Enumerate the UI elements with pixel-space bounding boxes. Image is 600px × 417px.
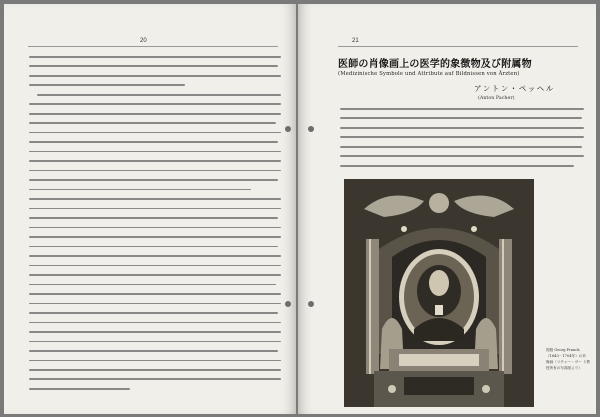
article-subtitle: (Medizinische Symbole und Attribute auf Bildnissen von Ärzten) (338, 71, 520, 77)
caption-line: （1643－1704年）の肖 (546, 354, 586, 358)
page-number-left: 20 (140, 38, 147, 44)
body-text-left (29, 56, 281, 397)
figure-caption (546, 347, 594, 371)
body-text-right (340, 108, 584, 174)
left-page (4, 4, 296, 414)
binding-hole (285, 126, 291, 132)
right-page (298, 4, 596, 414)
page-number-right: 21 (352, 38, 359, 44)
portrait-engraving (344, 179, 534, 407)
caption-line: 像画（リチャー・ヴー ド教 (546, 360, 591, 364)
caption-line: 図版 Georg Franck (546, 348, 580, 352)
header-rule-right (338, 46, 578, 47)
binding-hole (285, 301, 291, 307)
author-name-latin: (Anton Pacher) (478, 96, 515, 101)
engraving-illustration (344, 179, 534, 407)
binding-hole (308, 126, 314, 132)
author-name: アントン・ペッヘル (474, 84, 555, 93)
caption-line: 授所有の写真版より） (546, 366, 582, 370)
binding-hole (308, 301, 314, 307)
header-rule-left (28, 46, 278, 47)
article-title: 医師の肖像画上の医学的象徴物及び附属物 (338, 59, 532, 70)
